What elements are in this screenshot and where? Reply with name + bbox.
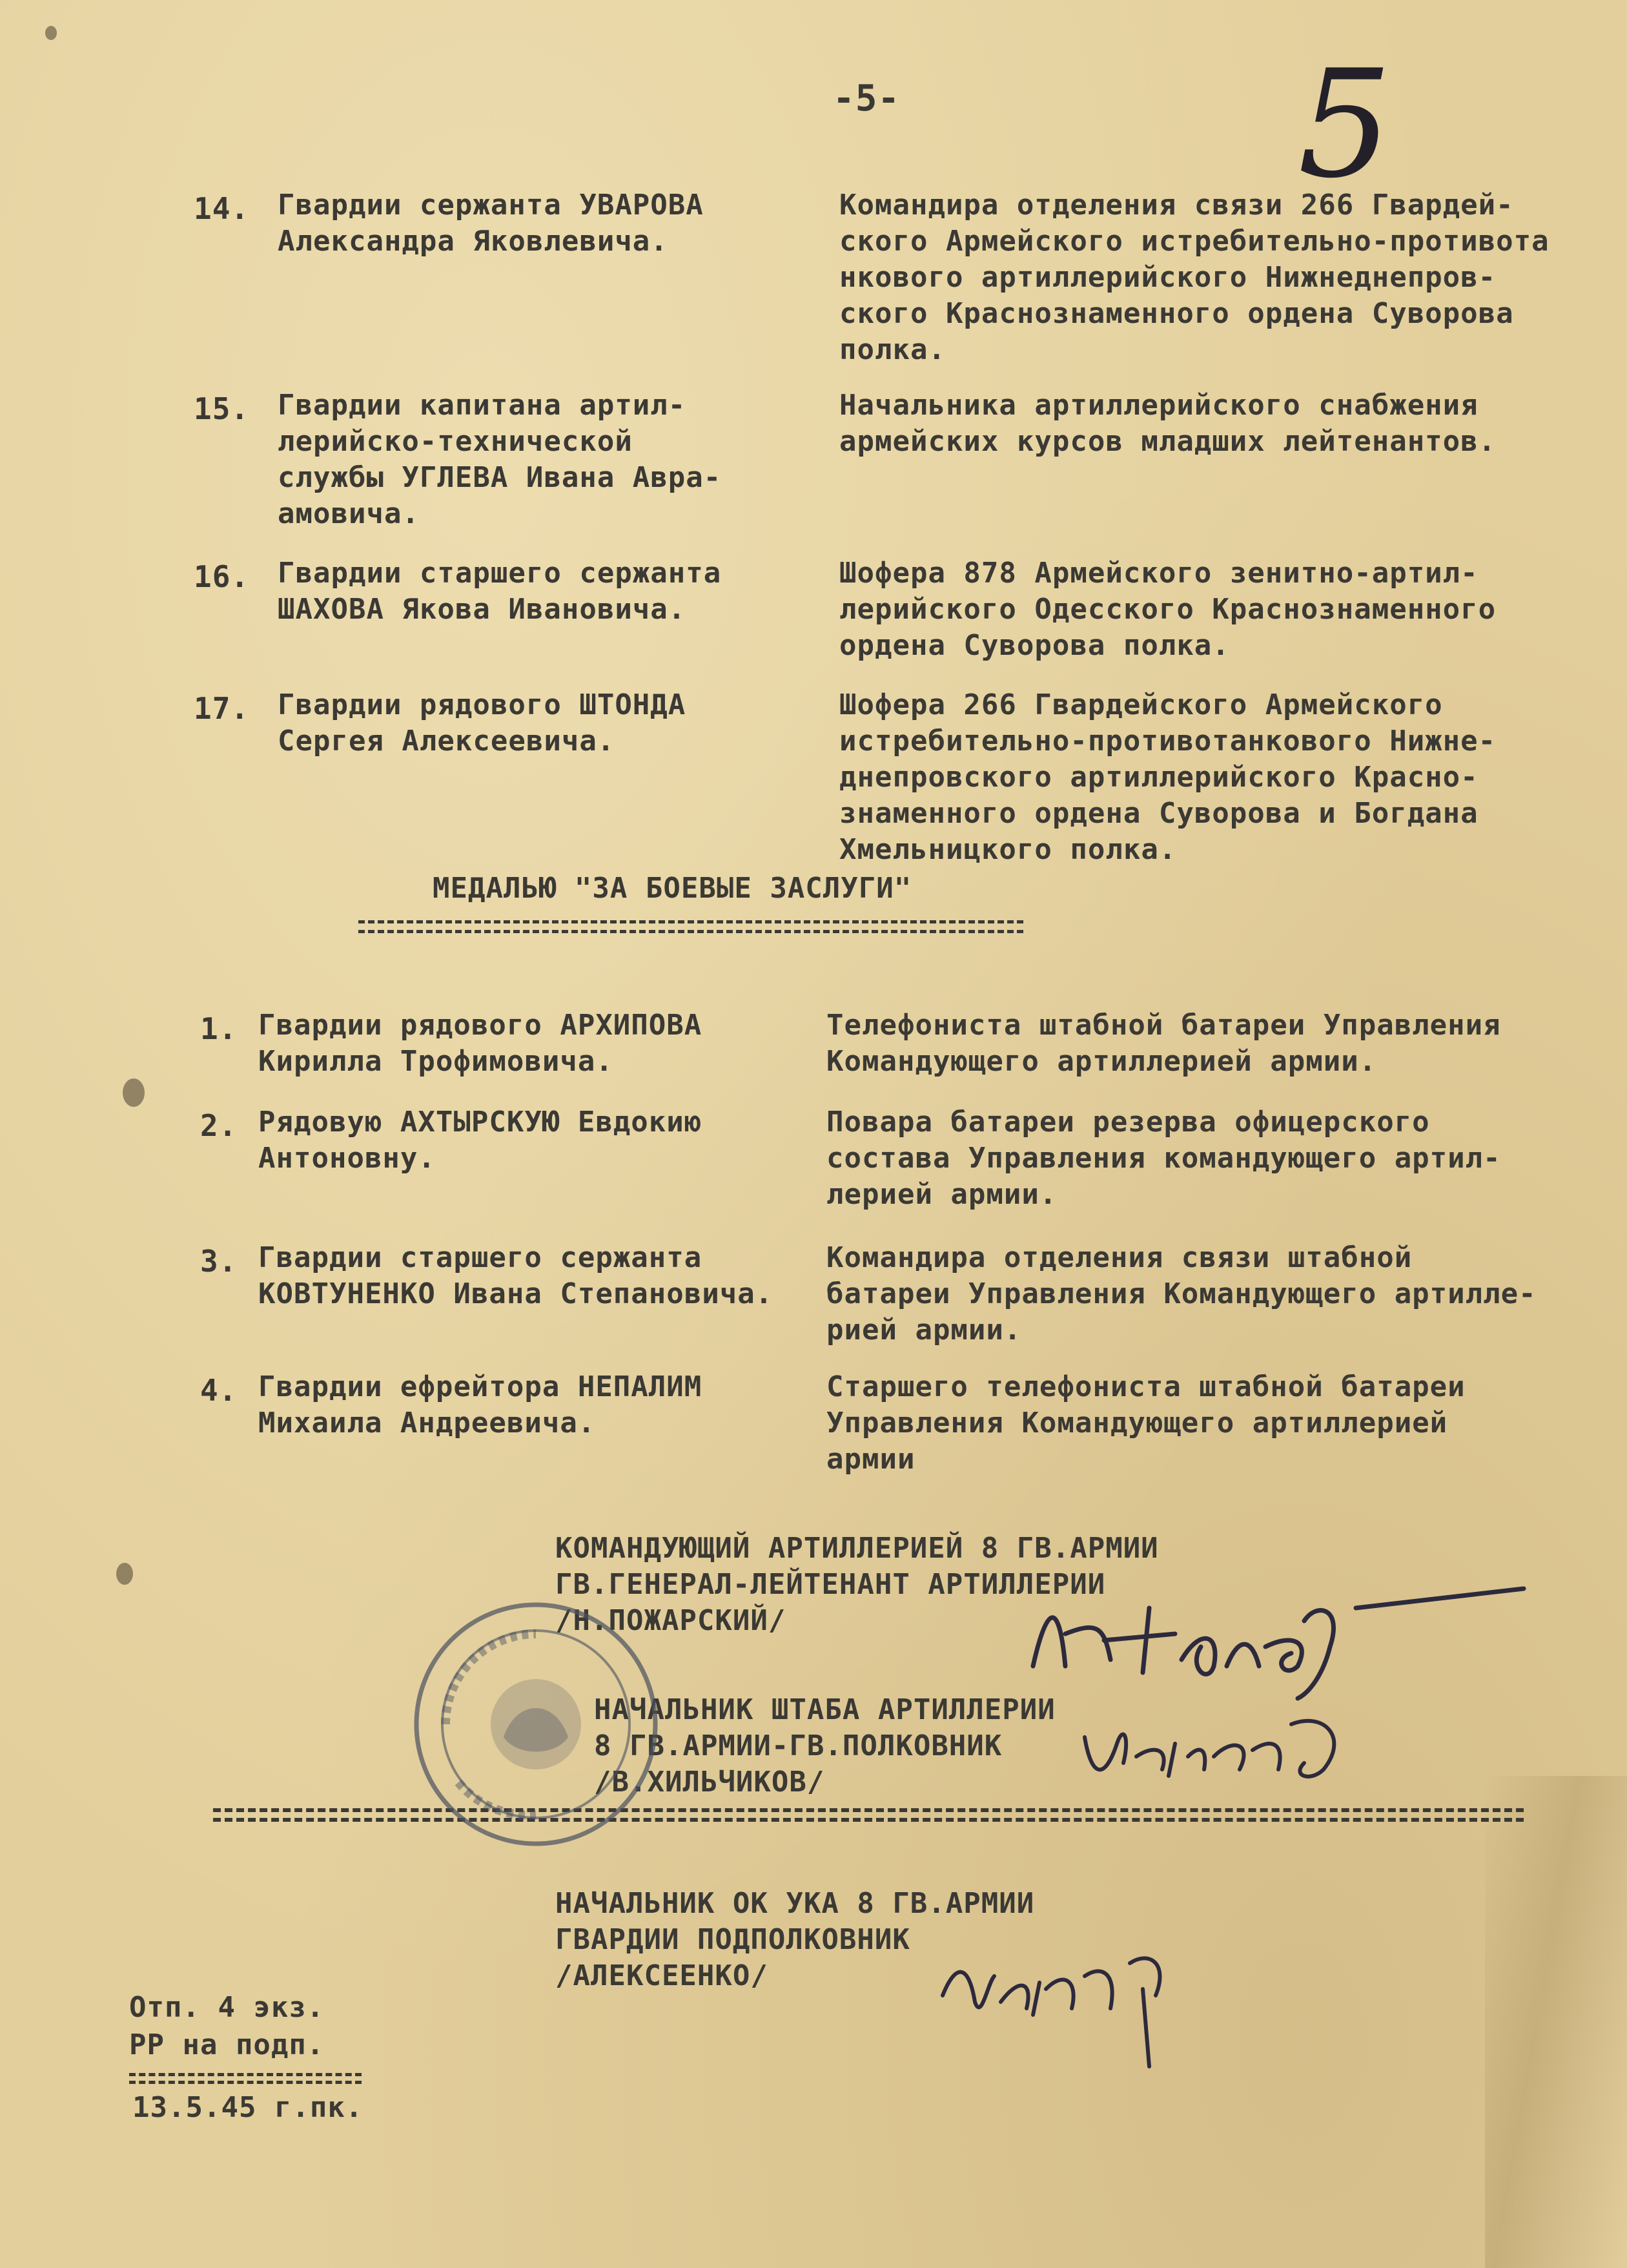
entry-position: Повара батареи резерва офицерского состава Управления командующего артил- лерией армии.: [826, 1106, 1501, 1211]
entry-name: Гвардии ефрейтора НЕПАЛИМ Михаила Андреевича.: [258, 1370, 702, 1439]
handwritten-signature: [1078, 1698, 1375, 1795]
entry-number: 16.: [194, 559, 250, 594]
signature-block-chief-of-staff: НАЧАЛЬНИК ШТАБА АРТИЛЛЕРИИ 8 ГВ.АРМИИ-ГВ.ПОЛКОВНИК /В.ХИЛЬЧИКОВ/: [594, 1693, 1056, 1799]
signature-block-personnel-chief: НАЧАЛЬНИК ОК УКА 8 ГВ.АРМИИ ГВАРДИИ ПОДПОЛКОВНИК /АЛЕКСЕЕНКО/: [555, 1887, 1035, 1992]
handwritten-signature: [1007, 1569, 1537, 1711]
entry-name: Рядовую АХТЫРСКУЮ Евдокию Антоновну.: [258, 1106, 702, 1175]
heading-underline: [358, 920, 1023, 923]
entry-position: Командира отделения связи штабной батареи Управления Командующего артилле- рией армии.: [826, 1241, 1537, 1346]
entry-position: Шофера 266 Гвардейского Армейского истребительно-противотанкового Нижне- днепровского артиллерийского Красно- знаменного ордена Суворова и Богдана Хмельницкого полка.: [839, 688, 1497, 866]
dispatch-date: 13.5.45 г.пк.: [132, 2091, 363, 2124]
entry-position: Командира отделения связи 266 Гвардей- ского Армейского истребительно-противота нкового артиллерийского Нижнеднепров- ского Краснознаменного ордена Суворова полка.: [839, 189, 1550, 366]
punch-hole-mark: [123, 1078, 145, 1107]
heading-underline: [358, 930, 1023, 933]
section-heading: МЕДАЛЬЮ "ЗА БОЕВЫЕ ЗАСЛУГИ": [433, 872, 912, 905]
page-number: -5-: [833, 77, 901, 119]
signature-block-commander: КОМАНДУЮЩИЙ АРТИЛЛЕРИЕЙ 8 ГВ.АРМИИ ГВ.ГЕНЕРАЛ-ЛЕЙТЕНАНТ АРТИЛЛЕРИИ /Н.ПОЖАРСКИЙ/: [555, 1532, 1159, 1637]
entry-number: 1.: [200, 1011, 238, 1046]
entry-name: Гвардии старшего сержанта КОВТУНЕНКО Ивана Степановича.: [258, 1241, 773, 1310]
entry-name: Гвардии рядового ШТОНДА Сергея Алексеевича.: [278, 688, 686, 758]
handwritten-signature: [936, 1924, 1207, 2073]
round-stamp: [407, 1595, 665, 1853]
notes-underline: [129, 2081, 362, 2084]
entry-number: 2.: [200, 1108, 238, 1143]
entry-number: 3.: [200, 1244, 238, 1279]
entry-position: Старшего телефониста штабной батареи Управления Командующего артиллерией армии: [826, 1370, 1466, 1476]
entry-name: Гвардии рядового АРХИПОВА Кирилла Трофимовича.: [258, 1009, 702, 1078]
entry-name: Гвардии капитана артил- лерийско-технической службы УГЛЕВА Ивана Авра- амовича.: [278, 389, 722, 530]
entry-name: Гвардии старшего сержанта ШАХОВА Якова Ивановича.: [278, 557, 722, 626]
entry-position: Шофера 878 Армейского зенитно-артил- лерийского Одесского Краснознаменного ордена Суворова полка.: [839, 557, 1497, 662]
entry-number: 4.: [200, 1373, 238, 1408]
dispatch-notes: Отп. 4 экз. РР на подп.: [129, 1991, 325, 2061]
entry-number: 15.: [194, 391, 250, 426]
notes-underline: [129, 2073, 362, 2076]
entry-position: Телефониста штабной батареи Управления Командующего артиллерией армии.: [826, 1009, 1501, 1078]
handwritten-page-number: 5: [1298, 39, 1393, 211]
punch-hole-mark: [116, 1563, 133, 1585]
entry-position: Начальника артиллерийского снабжения армейских курсов младших лейтенантов.: [839, 389, 1497, 458]
entry-name: Гвардии сержанта УВАРОВА Александра Яковлевича.: [278, 189, 704, 258]
corner-mark: [45, 26, 57, 40]
entry-number: 17.: [194, 691, 250, 726]
entry-number: 14.: [194, 191, 250, 226]
page-fold-shading: [1485, 1776, 1627, 2268]
